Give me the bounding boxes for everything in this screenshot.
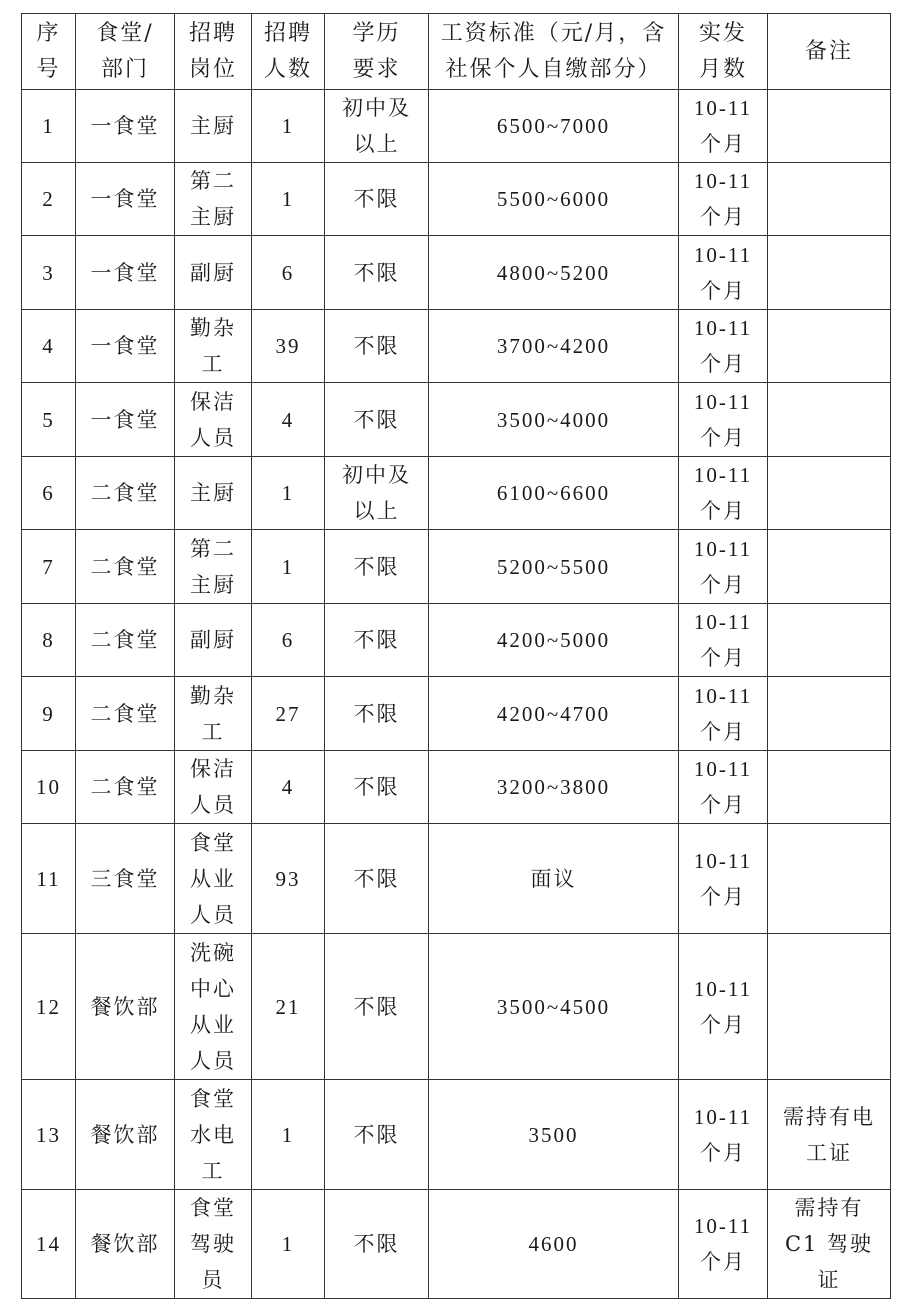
cell-note [768, 824, 891, 934]
cell-salary: 3200~3800 [429, 751, 679, 824]
cell-dept: 一食堂 [76, 310, 175, 383]
cell-seq: 7 [22, 530, 76, 604]
cell-position: 食堂 从业 人员 [175, 824, 252, 934]
cell-salary: 6100~6600 [429, 457, 679, 530]
cell-note [768, 604, 891, 677]
cell-seq: 1 [22, 90, 76, 163]
cell-seq: 5 [22, 383, 76, 457]
cell-months [679, 530, 768, 604]
cell-education: 不限 [325, 530, 429, 604]
table-row [22, 824, 891, 934]
cell-position: 食堂 驾驶 员 [175, 1190, 252, 1299]
cell-dept: 二食堂 [76, 677, 175, 751]
cell-position: 保洁 人员 [175, 751, 252, 824]
header-education: 学历 要求 [325, 14, 429, 90]
cell-note [768, 383, 891, 457]
months-range: 10-11 [693, 1104, 753, 1129]
cell-note [768, 934, 891, 1080]
cell-education: 不限 [325, 163, 429, 236]
cell-months [679, 383, 768, 457]
cell-salary: 3500 [429, 1080, 679, 1190]
cell-count: 1 [252, 457, 325, 530]
months-unit: 个月 [700, 132, 746, 156]
cell-position: 洗碗 中心 从业 人员 [175, 934, 252, 1080]
cell-salary: 面议 [429, 824, 679, 934]
months-unit: 个月 [700, 646, 746, 670]
months-range: 10-11 [693, 683, 753, 708]
table-body [22, 90, 891, 1299]
recruitment-table [21, 13, 891, 1299]
cell-dept: 三食堂 [76, 824, 175, 934]
months-unit: 个月 [700, 499, 746, 523]
months-unit: 个月 [700, 1250, 746, 1274]
table-row [22, 457, 891, 530]
cell-count: 1 [252, 1190, 325, 1299]
table-row [22, 1080, 891, 1190]
months-range: 10-11 [693, 1214, 753, 1238]
months-range: 10-11 [693, 757, 753, 781]
header-note: 备注 [768, 14, 891, 90]
cell-position: 勤杂 工 [175, 677, 252, 751]
cell-salary: 3700~4200 [429, 310, 679, 383]
header-row [22, 14, 891, 90]
cell-months [679, 236, 768, 310]
table-row [22, 604, 891, 677]
cell-seq: 13 [22, 1080, 76, 1190]
table-row [22, 1190, 891, 1299]
cell-dept: 二食堂 [76, 751, 175, 824]
cell-seq: 3 [22, 236, 76, 310]
table-row [22, 90, 891, 163]
cell-salary: 5200~5500 [429, 530, 679, 604]
table-row [22, 530, 891, 604]
cell-note [768, 163, 891, 236]
cell-count: 4 [252, 751, 325, 824]
cell-seq: 4 [22, 310, 76, 383]
cell-count: 27 [252, 677, 325, 751]
cell-seq: 9 [22, 677, 76, 751]
months-range: 10-11 [693, 389, 753, 414]
cell-position: 第二 主厨 [175, 163, 252, 236]
cell-salary: 4200~4700 [429, 677, 679, 751]
cell-education: 不限 [325, 1080, 429, 1190]
months-range: 10-11 [693, 976, 753, 1001]
months-range: 10-11 [693, 463, 753, 487]
header-dept: 食堂/ 部门 [76, 14, 175, 90]
cell-dept: 二食堂 [76, 530, 175, 604]
cell-months [679, 1080, 768, 1190]
months-unit: 个月 [700, 884, 746, 909]
header-count: 招聘 人数 [252, 14, 325, 90]
cell-months [679, 1190, 768, 1299]
cell-seq: 6 [22, 457, 76, 530]
months-range: 10-11 [693, 610, 753, 634]
cell-count: 93 [252, 824, 325, 934]
cell-note [768, 457, 891, 530]
cell-position: 第二 主厨 [175, 530, 252, 604]
cell-note [768, 90, 891, 163]
cell-dept: 餐饮部 [76, 1080, 175, 1190]
cell-education: 初中及 以上 [325, 457, 429, 530]
cell-count: 1 [252, 90, 325, 163]
cell-salary: 4600 [429, 1190, 679, 1299]
cell-dept: 一食堂 [76, 383, 175, 457]
months-range: 10-11 [693, 536, 753, 561]
cell-education: 不限 [325, 1190, 429, 1299]
table-row [22, 934, 891, 1080]
months-range: 10-11 [693, 848, 753, 873]
cell-education: 不限 [325, 310, 429, 383]
cell-note [768, 751, 891, 824]
cell-salary: 4800~5200 [429, 236, 679, 310]
cell-months [679, 163, 768, 236]
cell-count: 6 [252, 604, 325, 677]
cell-months [679, 677, 768, 751]
cell-education: 不限 [325, 604, 429, 677]
table-row [22, 751, 891, 824]
months-unit: 个月 [700, 425, 746, 450]
months-range: 10-11 [693, 169, 753, 193]
cell-seq: 14 [22, 1190, 76, 1299]
table-row [22, 383, 891, 457]
cell-months [679, 824, 768, 934]
header-salary: 工资标准（元/月，含 社保个人自缴部分） [429, 14, 679, 90]
cell-education: 不限 [325, 934, 429, 1080]
cell-position: 主厨 [175, 90, 252, 163]
cell-education: 不限 [325, 824, 429, 934]
cell-note [768, 677, 891, 751]
cell-education: 不限 [325, 236, 429, 310]
cell-salary: 5500~6000 [429, 163, 679, 236]
cell-seq: 10 [22, 751, 76, 824]
table-row [22, 163, 891, 236]
months-unit: 个月 [700, 719, 746, 744]
cell-seq: 2 [22, 163, 76, 236]
cell-months [679, 604, 768, 677]
cell-position: 副厨 [175, 604, 252, 677]
header-position: 招聘 岗位 [175, 14, 252, 90]
cell-salary: 3500~4000 [429, 383, 679, 457]
months-unit: 个月 [700, 1140, 746, 1165]
cell-dept: 餐饮部 [76, 934, 175, 1080]
months-range: 10-11 [693, 96, 753, 120]
cell-note [768, 236, 891, 310]
cell-seq: 11 [22, 824, 76, 934]
months-unit: 个月 [700, 205, 746, 229]
months-range: 10-11 [693, 242, 753, 267]
cell-education: 不限 [325, 383, 429, 457]
cell-months [679, 751, 768, 824]
cell-seq: 8 [22, 604, 76, 677]
months-unit: 个月 [700, 572, 746, 597]
cell-seq: 12 [22, 934, 76, 1080]
table-row [22, 677, 891, 751]
cell-months [679, 457, 768, 530]
cell-education: 不限 [325, 751, 429, 824]
months-unit: 个月 [700, 793, 746, 817]
cell-count: 1 [252, 530, 325, 604]
cell-dept: 二食堂 [76, 604, 175, 677]
cell-dept: 二食堂 [76, 457, 175, 530]
cell-dept: 一食堂 [76, 90, 175, 163]
cell-count: 1 [252, 163, 325, 236]
cell-count: 21 [252, 934, 325, 1080]
cell-position: 勤杂 工 [175, 310, 252, 383]
cell-salary: 6500~7000 [429, 90, 679, 163]
cell-position: 保洁 人员 [175, 383, 252, 457]
months-unit: 个月 [700, 1012, 746, 1037]
cell-note: 需持有电 工证 [768, 1080, 891, 1190]
cell-dept: 餐饮部 [76, 1190, 175, 1299]
cell-count: 6 [252, 236, 325, 310]
table-row [22, 310, 891, 383]
cell-salary: 4200~5000 [429, 604, 679, 677]
table-row [22, 236, 891, 310]
cell-count: 1 [252, 1080, 325, 1190]
cell-education: 初中及 以上 [325, 90, 429, 163]
cell-note [768, 530, 891, 604]
cell-salary: 3500~4500 [429, 934, 679, 1080]
cell-dept: 一食堂 [76, 163, 175, 236]
cell-education: 不限 [325, 677, 429, 751]
cell-count: 4 [252, 383, 325, 457]
months-range: 10-11 [693, 316, 753, 340]
cell-position: 副厨 [175, 236, 252, 310]
months-unit: 个月 [700, 352, 746, 376]
header-months: 实发 月数 [679, 14, 768, 90]
header-seq: 序 号 [22, 14, 76, 90]
cell-count: 39 [252, 310, 325, 383]
cell-note: 需持有 C1 驾驶 证 [768, 1190, 891, 1299]
cell-dept: 一食堂 [76, 236, 175, 310]
cell-months [679, 90, 768, 163]
months-unit: 个月 [700, 278, 746, 303]
cell-months [679, 310, 768, 383]
cell-months [679, 934, 768, 1080]
cell-position: 主厨 [175, 457, 252, 530]
cell-note [768, 310, 891, 383]
cell-position: 食堂 水电 工 [175, 1080, 252, 1190]
